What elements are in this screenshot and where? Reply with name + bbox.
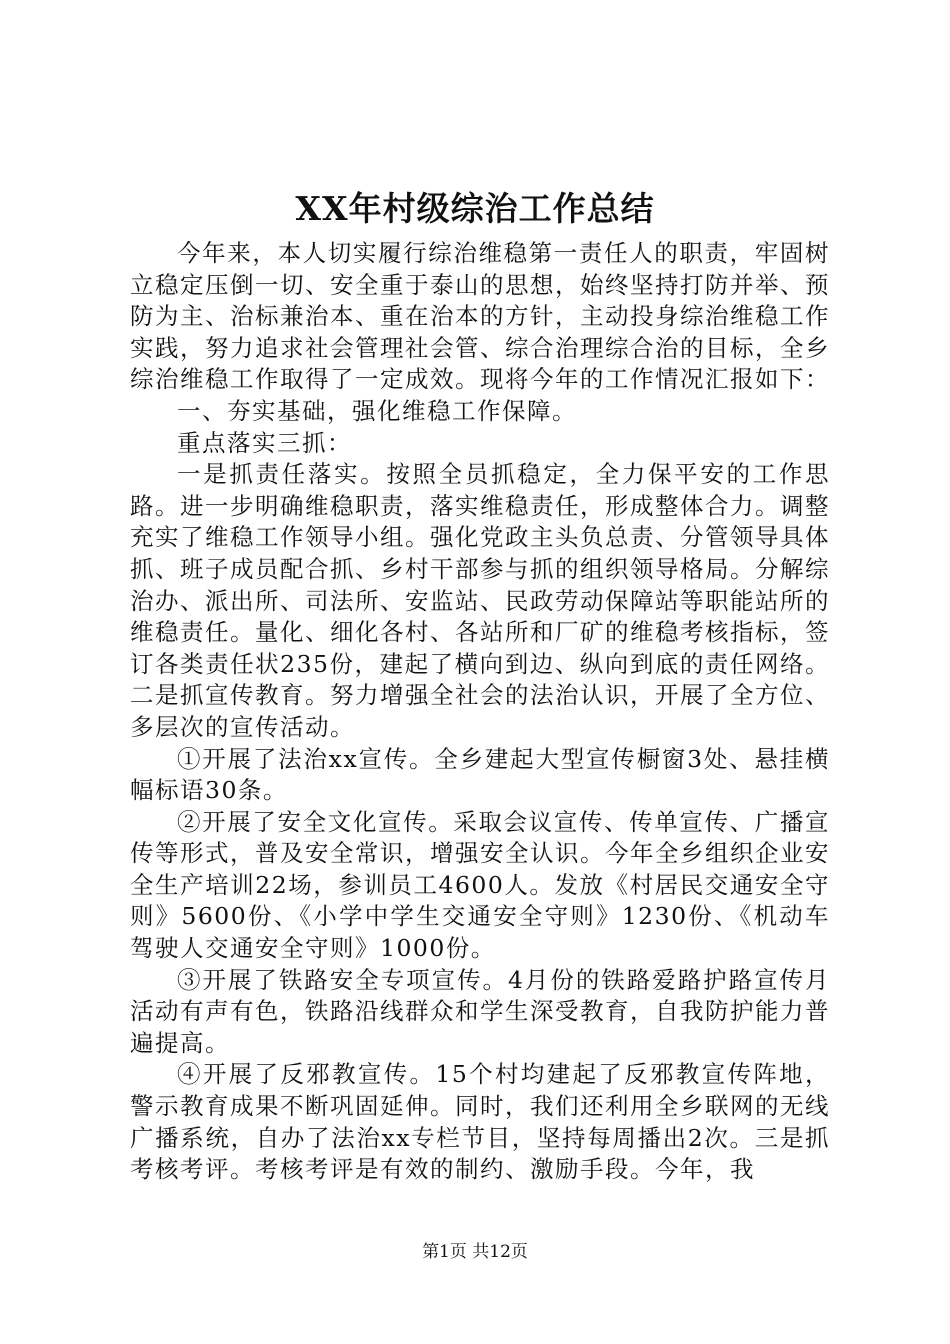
paragraph-responsibility: 一是抓责任落实。按照全员抓稳定，全力保平安的工作思路。进一步明确维稳职责，落实维稳责任，形成整体合力。调整充实了维稳工作领导小组。强化党政主头负总责、分管领导具体抓、班子成员配合抓、乡村干部参与抓的组织领导格局。分解综治办、派出所、司法所、安监站、民政劳动保障站等职能站所的维稳责任。量化、细化各村、各站所和厂矿的维稳考核指标，签订各类责任状235份，建起了横向到边、纵向到底的责任网络。二是抓宣传教育。努力增强全社会的法治认识，开展了全方位、多层次的宣传活动。 bbox=[130, 460, 830, 741]
document-body bbox=[130, 238, 830, 1186]
paragraph-item-4: ④开展了反邪教宣传。15个村均建起了反邪教宣传阵地，警示教育成果不断巩固延伸。同时，我们还利用全乡联网的无线广播系统，自办了法治xx专栏节目，坚持每周播出2次。三是抓考核考评。考核考评是有效的制约、激励手段。今年，我 bbox=[130, 1060, 830, 1184]
paragraph-item-2: ②开展了安全文化宣传。采取会议宣传、传单宣传、广播宣传等形式，普及安全常识，增强安全认识。今年全乡组织企业安全生产培训22场，参训员工4600人。发放《村居民交通安全守则》5600份、《小学中学生交通安全守则》1230份、《机动车驾驶人交通安全守则》1000份。 bbox=[130, 807, 830, 963]
paragraph-intro: 今年来，本人切实履行综治维稳第一责任人的职责，牢固树立稳定压倒一切、安全重于泰山的思想，始终坚持打防并举、预防为主、治标兼治本、重在治本的方针，主动投身综治维稳工作实践，努力追求社会管理社会管、综合治理综合治的目标，全乡综治维稳工作取得了一定成效。现将今年的工作情况汇报如下： bbox=[130, 239, 830, 394]
document-title: XX年村级综治工作总结 bbox=[295, 189, 655, 228]
paragraph-section-heading: 一、夯实基础，强化维稳工作保障。 bbox=[177, 396, 577, 425]
paragraph-item-3: ③开展了铁路安全专项宣传。4月份的铁路爱路护路宣传月活动有声有色，铁路沿线群众和学生深受教育，自我防护能力普遍提高。 bbox=[130, 965, 830, 1057]
paragraph-key-points: 重点落实三抓： bbox=[177, 428, 352, 457]
paragraph-item-1: ①开展了法治xx宣传。全乡建起大型宣传橱窗3处、悬挂横幅标语30条。 bbox=[130, 744, 830, 805]
page-footer: 第1页 共12页 bbox=[422, 1242, 528, 1262]
